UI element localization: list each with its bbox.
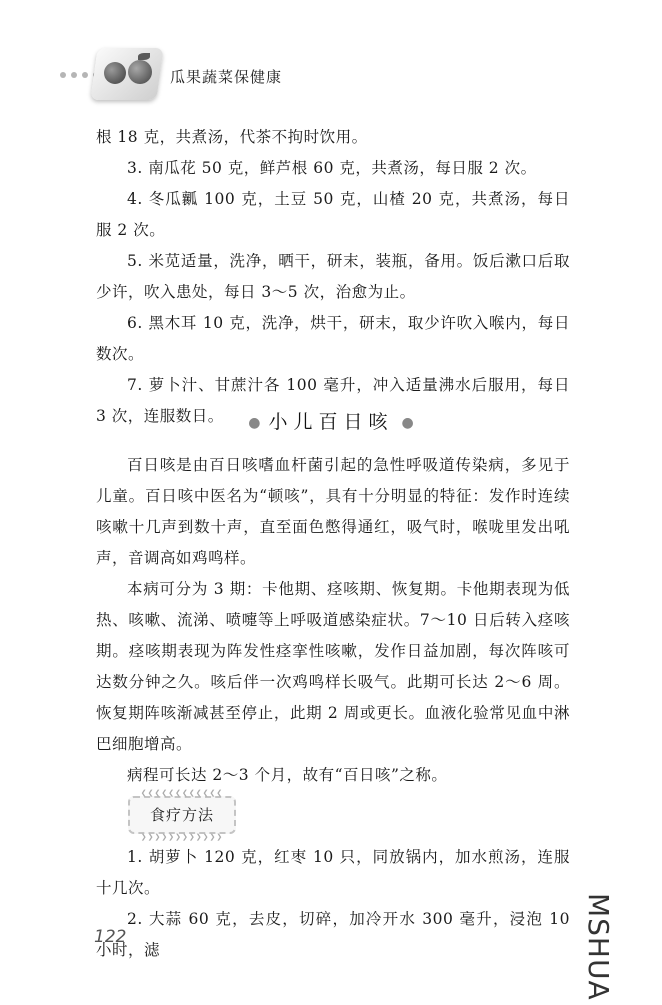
subsection-title: 食疗方法 [149, 806, 214, 824]
fruit-icon [128, 60, 152, 84]
paragraph: 2. 大蒜 60 克，去皮，切碎，加冷开水 300 毫升，浸泡 10 小时，滤 [96, 910, 570, 959]
paragraph: 百日咳是由百日咳嗜血杆菌引起的急性呼吸道传染病，多见于儿童。百日咳中医名为“顿咳”，具有十分明显的特征：发作时连续咳嗽十几声到数十声，直至面色憋得通红，吸气时，喉咙里发出吼声，音调高如鸡鸣样。 [96, 456, 570, 567]
header-dot [60, 72, 66, 78]
page-number: 122 [94, 927, 127, 947]
heading-dot-icon: ● [248, 414, 261, 431]
top-text-block [96, 122, 570, 432]
section-heading [0, 407, 662, 434]
paragraph: 5. 米苋适量，洗净，晒干，研末，装瓶，备用。饭后漱口后取少许，吹入患处，每日 3～5 次，治愈为止。 [96, 252, 570, 301]
leaf-icon [138, 53, 150, 60]
section-title: 小儿百日咳 [268, 411, 394, 433]
paragraph: 6. 黑木耳 10 克，洗净，烘干，研末，取少许吹入喉内，每日数次。 [96, 314, 570, 363]
chevron-border-icon: ❯❯❯❯❯❯❯❯❯❯❯❯ [140, 833, 224, 841]
chevron-border-icon: ❮❮❮❮❮❮❮❮❮❮❮❮ [140, 789, 224, 797]
header-dot [82, 72, 88, 78]
paragraph: 3. 南瓜花 50 克，鲜芦根 60 克，共煮汤，每日服 2 次。 [127, 159, 537, 177]
paragraph: 4. 冬瓜瓤 100 克，土豆 50 克，山楂 20 克，共煮汤，每日服 2 次。 [96, 190, 570, 239]
fruit-icon [104, 62, 126, 84]
running-header-title: 瓜果蔬菜保健康 [170, 68, 283, 86]
heading-dot-icon: ● [401, 414, 414, 431]
fruit-plate-icon [90, 48, 163, 100]
page-header [60, 44, 620, 104]
paragraph: 根 18 克，共煮汤，代茶不拘时饮用。 [96, 128, 368, 146]
paragraph: 本病可分为 3 期：卡他期、痉咳期、恢复期。卡他期表现为低热、咳嗽、流涕、喷嚏等上呼吸道感染症状。7～10 日后转入痉咳期。痉咳期表现为阵发性痉挛性咳嗽，发作日益加剧，每次阵咳可达数分钟之久。咳后伴一次鸡鸣样长吸气。此期可长达 2～6 周。恢复期阵咳渐减甚至停止，此期 2 周或更长。血液化验常见血中淋巴细胞增高。 [96, 580, 570, 753]
paragraph: 7. 萝卜汁、甘蔗汁各 100 毫升，冲入适量沸水后服用，每日 3 次，连服数日。 [96, 376, 570, 425]
paragraph: 病程可长达 2～3 个月，故有“百日咳”之称。 [127, 766, 448, 784]
watermark: MSHUA [582, 893, 615, 1001]
section-text-block [96, 450, 570, 791]
subsection-badge [128, 789, 236, 841]
header-dot [71, 72, 77, 78]
recipe-text-block [96, 842, 570, 966]
paragraph: 1. 胡萝卜 120 克，红枣 10 只，同放锅内，加水煎汤，连服十几次。 [96, 848, 570, 897]
